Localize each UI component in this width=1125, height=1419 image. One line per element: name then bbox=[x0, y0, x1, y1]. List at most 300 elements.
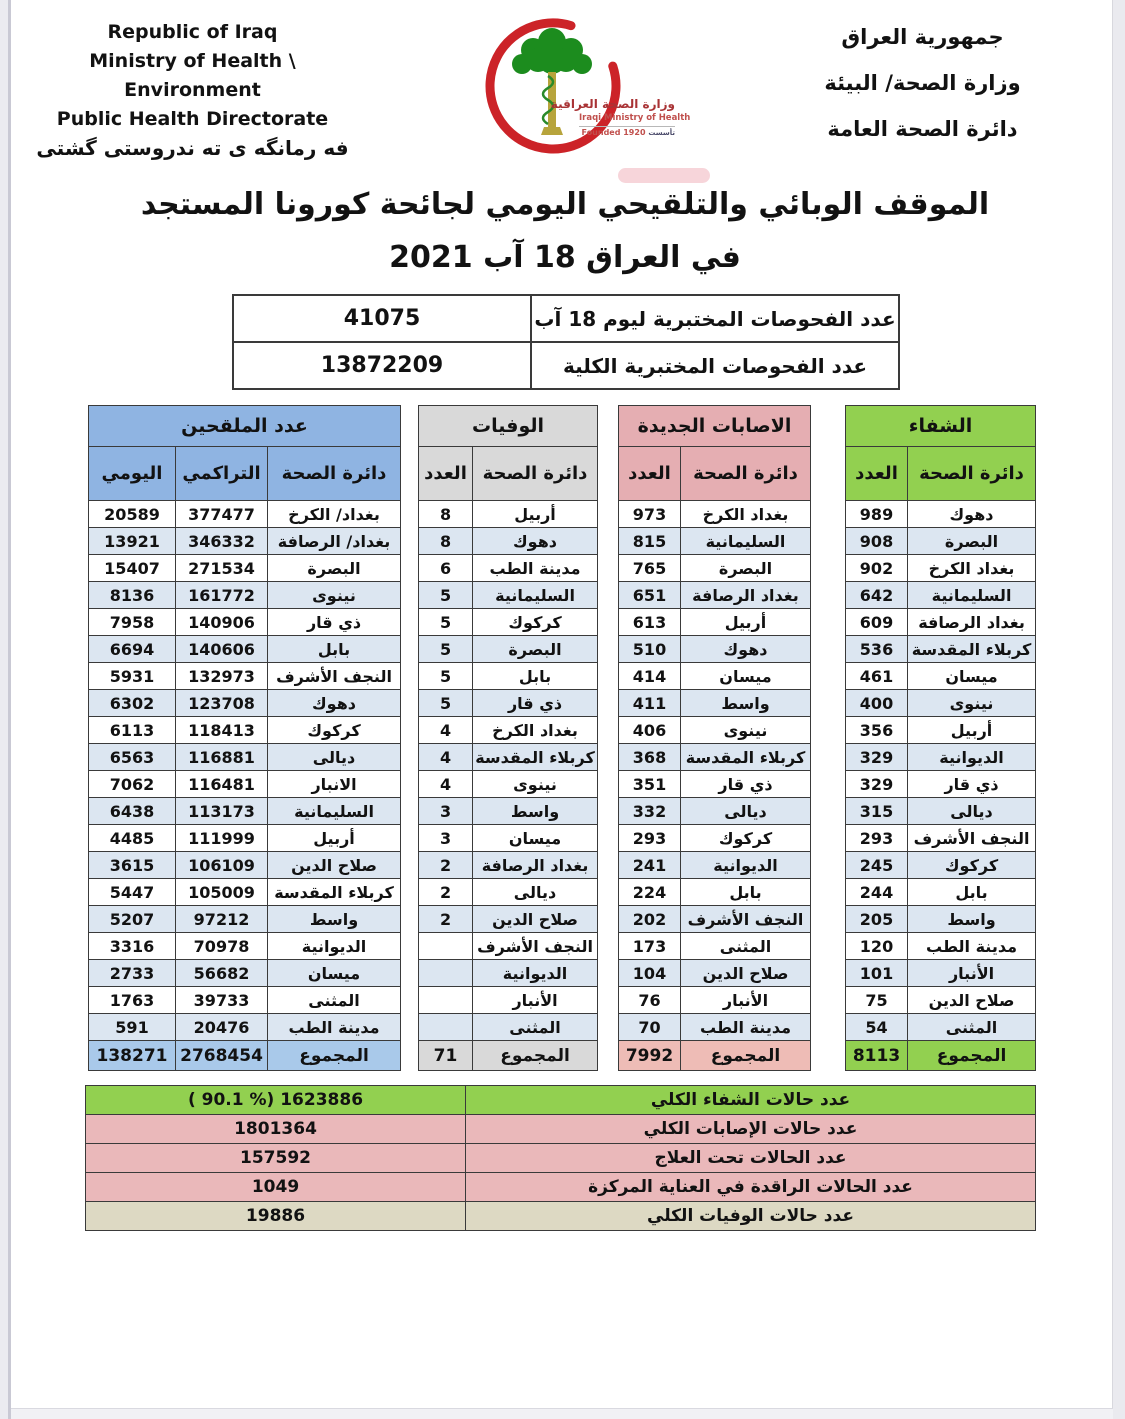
table-cell: 271534 bbox=[176, 555, 268, 582]
table-cell: 13872209 bbox=[233, 342, 531, 389]
table-row bbox=[419, 663, 598, 690]
table-cell: ذي قار bbox=[473, 690, 598, 717]
table-cell: 6 bbox=[419, 555, 473, 582]
table-row bbox=[619, 825, 811, 852]
table-cell: 2733 bbox=[89, 960, 176, 987]
table-row bbox=[233, 342, 899, 389]
table-cell: 5207 bbox=[89, 906, 176, 933]
table-row bbox=[619, 933, 811, 960]
total-row bbox=[419, 1041, 598, 1071]
table-cell: 19886 bbox=[86, 1202, 466, 1231]
table-row bbox=[619, 501, 811, 528]
table-cell: النجف الأشرف bbox=[268, 663, 401, 690]
table-cell: 406 bbox=[619, 717, 681, 744]
table-cell: 13921 bbox=[89, 528, 176, 555]
table-cell: بغداد الكرخ bbox=[473, 717, 598, 744]
table-row bbox=[619, 879, 811, 906]
table-row bbox=[89, 798, 401, 825]
table-cell: صلاح الدين bbox=[473, 906, 598, 933]
scan-edge-bottom bbox=[11, 1408, 1113, 1419]
table-cell: 105009 bbox=[176, 879, 268, 906]
table-cell: بغداد الرصافة bbox=[681, 582, 811, 609]
table-cell: 244 bbox=[846, 879, 908, 906]
col-header-directorate: دائرة الصحة bbox=[681, 447, 811, 501]
table-row bbox=[619, 636, 811, 663]
table-row bbox=[846, 555, 1036, 582]
total-label: المجموع bbox=[681, 1041, 811, 1071]
table-cell bbox=[419, 1014, 473, 1041]
table-cell: 123708 bbox=[176, 690, 268, 717]
logo-text-block bbox=[550, 97, 691, 137]
table-cell: واسط bbox=[681, 690, 811, 717]
table-cell: النجف الأشرف bbox=[473, 933, 598, 960]
table-cell: 3 bbox=[419, 825, 473, 852]
table-cell: 173 bbox=[619, 933, 681, 960]
table-cell: 3 bbox=[419, 798, 473, 825]
table-row bbox=[419, 690, 598, 717]
total-row bbox=[619, 1041, 811, 1071]
table-cell: دهوك bbox=[268, 690, 401, 717]
table-row bbox=[419, 582, 598, 609]
total-count: 71 bbox=[419, 1041, 473, 1071]
table-cell: 70 bbox=[619, 1014, 681, 1041]
table-row bbox=[619, 690, 811, 717]
table-cell: 5 bbox=[419, 609, 473, 636]
table-cell: 536 bbox=[846, 636, 908, 663]
table-cell: ( 90.1 %) 1623886 bbox=[86, 1086, 466, 1115]
table-cell: 6302 bbox=[89, 690, 176, 717]
table-row bbox=[419, 852, 598, 879]
table-cell: 6113 bbox=[89, 717, 176, 744]
table-cell: بغداد/ الرصافة bbox=[268, 528, 401, 555]
table-cell: 2 bbox=[419, 879, 473, 906]
table-cell: 973 bbox=[619, 501, 681, 528]
table-cell: كربلاء المقدسة bbox=[681, 744, 811, 771]
table-row bbox=[419, 528, 598, 555]
table-cell: عدد حالات الوفيات الكلي bbox=[466, 1202, 1036, 1231]
table-cell: عدد الحالات الراقدة في العناية المركزة bbox=[466, 1173, 1036, 1202]
table-cell: البصرة bbox=[908, 528, 1036, 555]
table-cell: بغداد الرصافة bbox=[908, 609, 1036, 636]
table-row bbox=[419, 1014, 598, 1041]
table-cell: كربلاء المقدسة bbox=[473, 744, 598, 771]
table-cell: 116881 bbox=[176, 744, 268, 771]
table-row bbox=[846, 960, 1036, 987]
table-cell: البصرة bbox=[681, 555, 811, 582]
table-cell: كربلاء المقدسة bbox=[268, 879, 401, 906]
table-cell: 245 bbox=[846, 852, 908, 879]
table-cell: نينوى bbox=[268, 582, 401, 609]
table-row bbox=[846, 582, 1036, 609]
table-cell: نينوى bbox=[473, 771, 598, 798]
table-cell: ديالى bbox=[681, 798, 811, 825]
table-cell: 140906 bbox=[176, 609, 268, 636]
table-cell: ديالى bbox=[473, 879, 598, 906]
table-row bbox=[89, 933, 401, 960]
table-cell: 157592 bbox=[86, 1144, 466, 1173]
table-row bbox=[619, 960, 811, 987]
table-row bbox=[86, 1173, 1036, 1202]
header-line-directorate-en: Public Health Directorate bbox=[56, 108, 329, 130]
header-line-country-ar: جمهورية العراق bbox=[841, 25, 1004, 49]
report-title bbox=[60, 178, 1070, 284]
table-cell: 6563 bbox=[89, 744, 176, 771]
vaccinated-table bbox=[88, 405, 401, 1071]
table-cell: البصرة bbox=[268, 555, 401, 582]
table-row bbox=[846, 663, 1036, 690]
table-row bbox=[89, 528, 401, 555]
table-cell: النجف الأشرف bbox=[908, 825, 1036, 852]
total-count: 8113 bbox=[846, 1041, 908, 1071]
table-cell: بابل bbox=[268, 636, 401, 663]
table-cell: 351 bbox=[619, 771, 681, 798]
table-cell: 5 bbox=[419, 582, 473, 609]
col-header-directorate: دائرة الصحة bbox=[908, 447, 1036, 501]
table-cell: 97212 bbox=[176, 906, 268, 933]
table-cell: 5931 bbox=[89, 663, 176, 690]
table-cell: 902 bbox=[846, 555, 908, 582]
table-cell: كركوك bbox=[681, 825, 811, 852]
table-cell: كربلاء المقدسة bbox=[908, 636, 1036, 663]
table-row bbox=[846, 1014, 1036, 1041]
table-cell: 140606 bbox=[176, 636, 268, 663]
table-cell: صلاح الدين bbox=[268, 852, 401, 879]
table-cell: 116481 bbox=[176, 771, 268, 798]
table-cell: السليمانية bbox=[908, 582, 1036, 609]
table-row bbox=[846, 771, 1036, 798]
col-header-daily: اليومي bbox=[89, 447, 176, 501]
table-row bbox=[619, 582, 811, 609]
table-row bbox=[89, 663, 401, 690]
new-cases-table-title: الاصابات الجديدة bbox=[619, 406, 811, 447]
table-cell: صلاح الدين bbox=[908, 987, 1036, 1014]
table-cell: 989 bbox=[846, 501, 908, 528]
header-line-country-en: Republic of Iraq bbox=[107, 21, 278, 43]
scan-edge-left bbox=[0, 0, 8, 1419]
table-cell: مدينة الطب bbox=[908, 933, 1036, 960]
deaths-table bbox=[418, 405, 598, 1071]
table-row bbox=[86, 1144, 1036, 1173]
table-cell: 5 bbox=[419, 663, 473, 690]
table-cell: بابل bbox=[908, 879, 1036, 906]
table-cell: 4 bbox=[419, 717, 473, 744]
table-cell: واسط bbox=[908, 906, 1036, 933]
table-cell: الأنبار bbox=[473, 987, 598, 1014]
deaths-table-title: الوفيات bbox=[419, 406, 598, 447]
table-row bbox=[846, 933, 1036, 960]
table-row bbox=[846, 528, 1036, 555]
lab-tests-table bbox=[232, 294, 900, 390]
table-cell: 8136 bbox=[89, 582, 176, 609]
table-cell bbox=[419, 933, 473, 960]
table-cell: المثنى bbox=[268, 987, 401, 1014]
table-cell: 8 bbox=[419, 528, 473, 555]
table-cell: 15407 bbox=[89, 555, 176, 582]
table-cell: 414 bbox=[619, 663, 681, 690]
table-row bbox=[846, 609, 1036, 636]
table-cell: الديوانية bbox=[908, 744, 1036, 771]
table-row bbox=[846, 987, 1036, 1014]
table-cell: نينوى bbox=[681, 717, 811, 744]
table-row bbox=[619, 852, 811, 879]
table-cell: مدينة الطب bbox=[268, 1014, 401, 1041]
logo-founded-line bbox=[579, 126, 675, 137]
table-cell: 70978 bbox=[176, 933, 268, 960]
table-row bbox=[419, 501, 598, 528]
table-cell: 241 bbox=[619, 852, 681, 879]
table-cell: بغداد الكرخ bbox=[908, 555, 1036, 582]
table-cell: 8 bbox=[419, 501, 473, 528]
table-cell: ميسان bbox=[908, 663, 1036, 690]
table-cell: 224 bbox=[619, 879, 681, 906]
table-cell bbox=[419, 987, 473, 1014]
table-row bbox=[89, 906, 401, 933]
table-row bbox=[846, 501, 1036, 528]
table-cell: نينوى bbox=[908, 690, 1036, 717]
table-cell: 908 bbox=[846, 528, 908, 555]
table-row bbox=[846, 879, 1036, 906]
table-row bbox=[89, 609, 401, 636]
table-row bbox=[619, 663, 811, 690]
table-row bbox=[419, 717, 598, 744]
table-cell: 118413 bbox=[176, 717, 268, 744]
table-cell: 765 bbox=[619, 555, 681, 582]
table-cell: 400 bbox=[846, 690, 908, 717]
table-cell: 346332 bbox=[176, 528, 268, 555]
table-cell: 41075 bbox=[233, 295, 531, 342]
table-cell: واسط bbox=[268, 906, 401, 933]
table-cell: البصرة bbox=[473, 636, 598, 663]
table-row bbox=[86, 1202, 1036, 1231]
logo-founded-en: Founded 1920 bbox=[581, 127, 646, 137]
table-cell: 5 bbox=[419, 690, 473, 717]
table-cell: 132973 bbox=[176, 663, 268, 690]
total-cumulative: 2768454 bbox=[176, 1041, 268, 1071]
scan-edge-right bbox=[1112, 0, 1125, 1419]
table-cell: 411 bbox=[619, 690, 681, 717]
table-cell: المثنى bbox=[473, 1014, 598, 1041]
table-row bbox=[89, 690, 401, 717]
report-title-line1: الموقف الوبائي والتلقيحي اليومي لجائحة كورونا المستجد bbox=[140, 187, 990, 222]
table-cell: مدينة الطب bbox=[473, 555, 598, 582]
table-cell: 4 bbox=[419, 744, 473, 771]
totals-summary-table bbox=[85, 1085, 1036, 1231]
header-english-block bbox=[25, 18, 360, 163]
table-cell: 293 bbox=[619, 825, 681, 852]
table-cell: دهوك bbox=[681, 636, 811, 663]
total-daily: 138271 bbox=[89, 1041, 176, 1071]
table-row bbox=[89, 501, 401, 528]
total-row bbox=[89, 1041, 401, 1071]
table-cell: الديوانية bbox=[681, 852, 811, 879]
table-cell: عدد الفحوصات المختبرية الكلية bbox=[531, 342, 899, 389]
table-cell: 293 bbox=[846, 825, 908, 852]
table-cell: السليمانية bbox=[473, 582, 598, 609]
table-row bbox=[89, 717, 401, 744]
table-row bbox=[619, 771, 811, 798]
table-cell: السليمانية bbox=[681, 528, 811, 555]
table-cell: الانبار bbox=[268, 771, 401, 798]
table-cell: ذي قار bbox=[681, 771, 811, 798]
table-row bbox=[89, 1014, 401, 1041]
table-cell: 4 bbox=[419, 771, 473, 798]
table-row bbox=[846, 717, 1036, 744]
crescent-palm-logo-icon bbox=[465, 6, 691, 166]
table-cell: 315 bbox=[846, 798, 908, 825]
table-cell: 205 bbox=[846, 906, 908, 933]
table-row bbox=[419, 555, 598, 582]
table-cell: 3615 bbox=[89, 852, 176, 879]
table-cell: 20476 bbox=[176, 1014, 268, 1041]
table-row bbox=[86, 1086, 1036, 1115]
table-cell: 75 bbox=[846, 987, 908, 1014]
table-row bbox=[419, 987, 598, 1014]
table-cell: دهوك bbox=[908, 501, 1036, 528]
table-row bbox=[89, 771, 401, 798]
table-row bbox=[419, 825, 598, 852]
table-row bbox=[89, 960, 401, 987]
table-row bbox=[89, 852, 401, 879]
table-row bbox=[846, 825, 1036, 852]
table-cell: 329 bbox=[846, 744, 908, 771]
table-row bbox=[619, 609, 811, 636]
table-cell: ذي قار bbox=[268, 609, 401, 636]
table-row bbox=[89, 582, 401, 609]
table-cell: 377477 bbox=[176, 501, 268, 528]
table-cell: الأنبار bbox=[908, 960, 1036, 987]
table-row bbox=[619, 798, 811, 825]
table-cell: 54 bbox=[846, 1014, 908, 1041]
total-label: المجموع bbox=[473, 1041, 598, 1071]
table-row bbox=[619, 987, 811, 1014]
table-row bbox=[846, 744, 1036, 771]
table-cell: ميسان bbox=[473, 825, 598, 852]
table-cell: 6694 bbox=[89, 636, 176, 663]
header-line-ministry-ar: وزارة الصحة/ البيئة bbox=[824, 71, 1021, 95]
table-cell: بغداد/ الكرخ bbox=[268, 501, 401, 528]
table-cell: عدد الفحوصات المختبرية ليوم 18 آب bbox=[531, 295, 899, 342]
vaccinated-table-title: عدد الملقحين bbox=[89, 406, 401, 447]
table-cell: 161772 bbox=[176, 582, 268, 609]
table-row bbox=[846, 690, 1036, 717]
table-cell: 332 bbox=[619, 798, 681, 825]
table-cell bbox=[419, 960, 473, 987]
table-row bbox=[419, 636, 598, 663]
table-row bbox=[619, 528, 811, 555]
col-header-count: العدد bbox=[419, 447, 473, 501]
table-row bbox=[619, 1014, 811, 1041]
table-cell: 2 bbox=[419, 852, 473, 879]
table-cell: أربيل bbox=[681, 609, 811, 636]
table-cell: النجف الأشرف bbox=[681, 906, 811, 933]
table-cell: السليمانية bbox=[268, 798, 401, 825]
table-cell: مدينة الطب bbox=[681, 1014, 811, 1041]
table-cell: 6438 bbox=[89, 798, 176, 825]
header-line-kurdish: فه رمانگه ی ته ندروستی گشتی bbox=[36, 136, 349, 160]
table-cell: ذي قار bbox=[908, 771, 1036, 798]
table-cell: كركوك bbox=[908, 852, 1036, 879]
table-cell: دهوك bbox=[473, 528, 598, 555]
table-row bbox=[419, 609, 598, 636]
table-cell: 356 bbox=[846, 717, 908, 744]
col-header-count: العدد bbox=[619, 447, 681, 501]
table-row bbox=[619, 744, 811, 771]
table-cell: 56682 bbox=[176, 960, 268, 987]
ministry-of-health-logo bbox=[465, 6, 691, 166]
table-row bbox=[619, 555, 811, 582]
col-header-count: العدد bbox=[846, 447, 908, 501]
table-cell: عدد الحالات تحت العلاج bbox=[466, 1144, 1036, 1173]
table-row bbox=[619, 717, 811, 744]
header-arabic-block bbox=[795, 14, 1050, 152]
table-row bbox=[89, 636, 401, 663]
table-row bbox=[419, 744, 598, 771]
table-row bbox=[419, 906, 598, 933]
table-cell: 5447 bbox=[89, 879, 176, 906]
table-cell: بابل bbox=[473, 663, 598, 690]
table-row bbox=[419, 879, 598, 906]
table-row bbox=[419, 933, 598, 960]
table-cell: 591 bbox=[89, 1014, 176, 1041]
table-cell: 642 bbox=[846, 582, 908, 609]
table-row bbox=[89, 879, 401, 906]
table-row bbox=[846, 852, 1036, 879]
table-row bbox=[846, 798, 1036, 825]
report-title-line2: في العراق 18 آب 2021 bbox=[389, 240, 741, 275]
recovered-table bbox=[845, 405, 1036, 1071]
col-header-cumulative: التراكمي bbox=[176, 447, 268, 501]
table-cell: 120 bbox=[846, 933, 908, 960]
table-row bbox=[233, 295, 899, 342]
table-cell: أربيل bbox=[268, 825, 401, 852]
total-count: 7992 bbox=[619, 1041, 681, 1071]
table-row bbox=[419, 771, 598, 798]
table-cell: صلاح الدين bbox=[681, 960, 811, 987]
table-cell: المثنى bbox=[681, 933, 811, 960]
table-cell: 4485 bbox=[89, 825, 176, 852]
table-cell: الديوانية bbox=[473, 960, 598, 987]
table-cell: 104 bbox=[619, 960, 681, 987]
table-cell: بغداد الرصافة bbox=[473, 852, 598, 879]
table-cell: 20589 bbox=[89, 501, 176, 528]
table-cell: 815 bbox=[619, 528, 681, 555]
table-row bbox=[619, 906, 811, 933]
table-cell: 1763 bbox=[89, 987, 176, 1014]
scan-edge-left-line bbox=[8, 0, 11, 1419]
total-label: المجموع bbox=[268, 1041, 401, 1071]
table-cell: 5 bbox=[419, 636, 473, 663]
table-row bbox=[89, 555, 401, 582]
table-cell: ديالى bbox=[908, 798, 1036, 825]
table-cell: 111999 bbox=[176, 825, 268, 852]
header-line-ministry-en: Ministry of Health \ Environment bbox=[89, 50, 296, 101]
total-row bbox=[846, 1041, 1036, 1071]
table-cell: عدد حالات الإصابات الكلي bbox=[466, 1115, 1036, 1144]
col-header-directorate: دائرة الصحة bbox=[268, 447, 401, 501]
table-cell: 2 bbox=[419, 906, 473, 933]
table-cell: واسط bbox=[473, 798, 598, 825]
logo-title-arabic: وزارة الصحة العراقية bbox=[550, 97, 675, 111]
table-cell: 1049 bbox=[86, 1173, 466, 1202]
table-cell: 76 bbox=[619, 987, 681, 1014]
table-row bbox=[86, 1115, 1036, 1144]
table-row bbox=[419, 798, 598, 825]
logo-founded-ar: تأسست bbox=[648, 128, 675, 137]
table-cell: 329 bbox=[846, 771, 908, 798]
table-cell: 101 bbox=[846, 960, 908, 987]
table-row bbox=[89, 987, 401, 1014]
table-cell: 510 bbox=[619, 636, 681, 663]
